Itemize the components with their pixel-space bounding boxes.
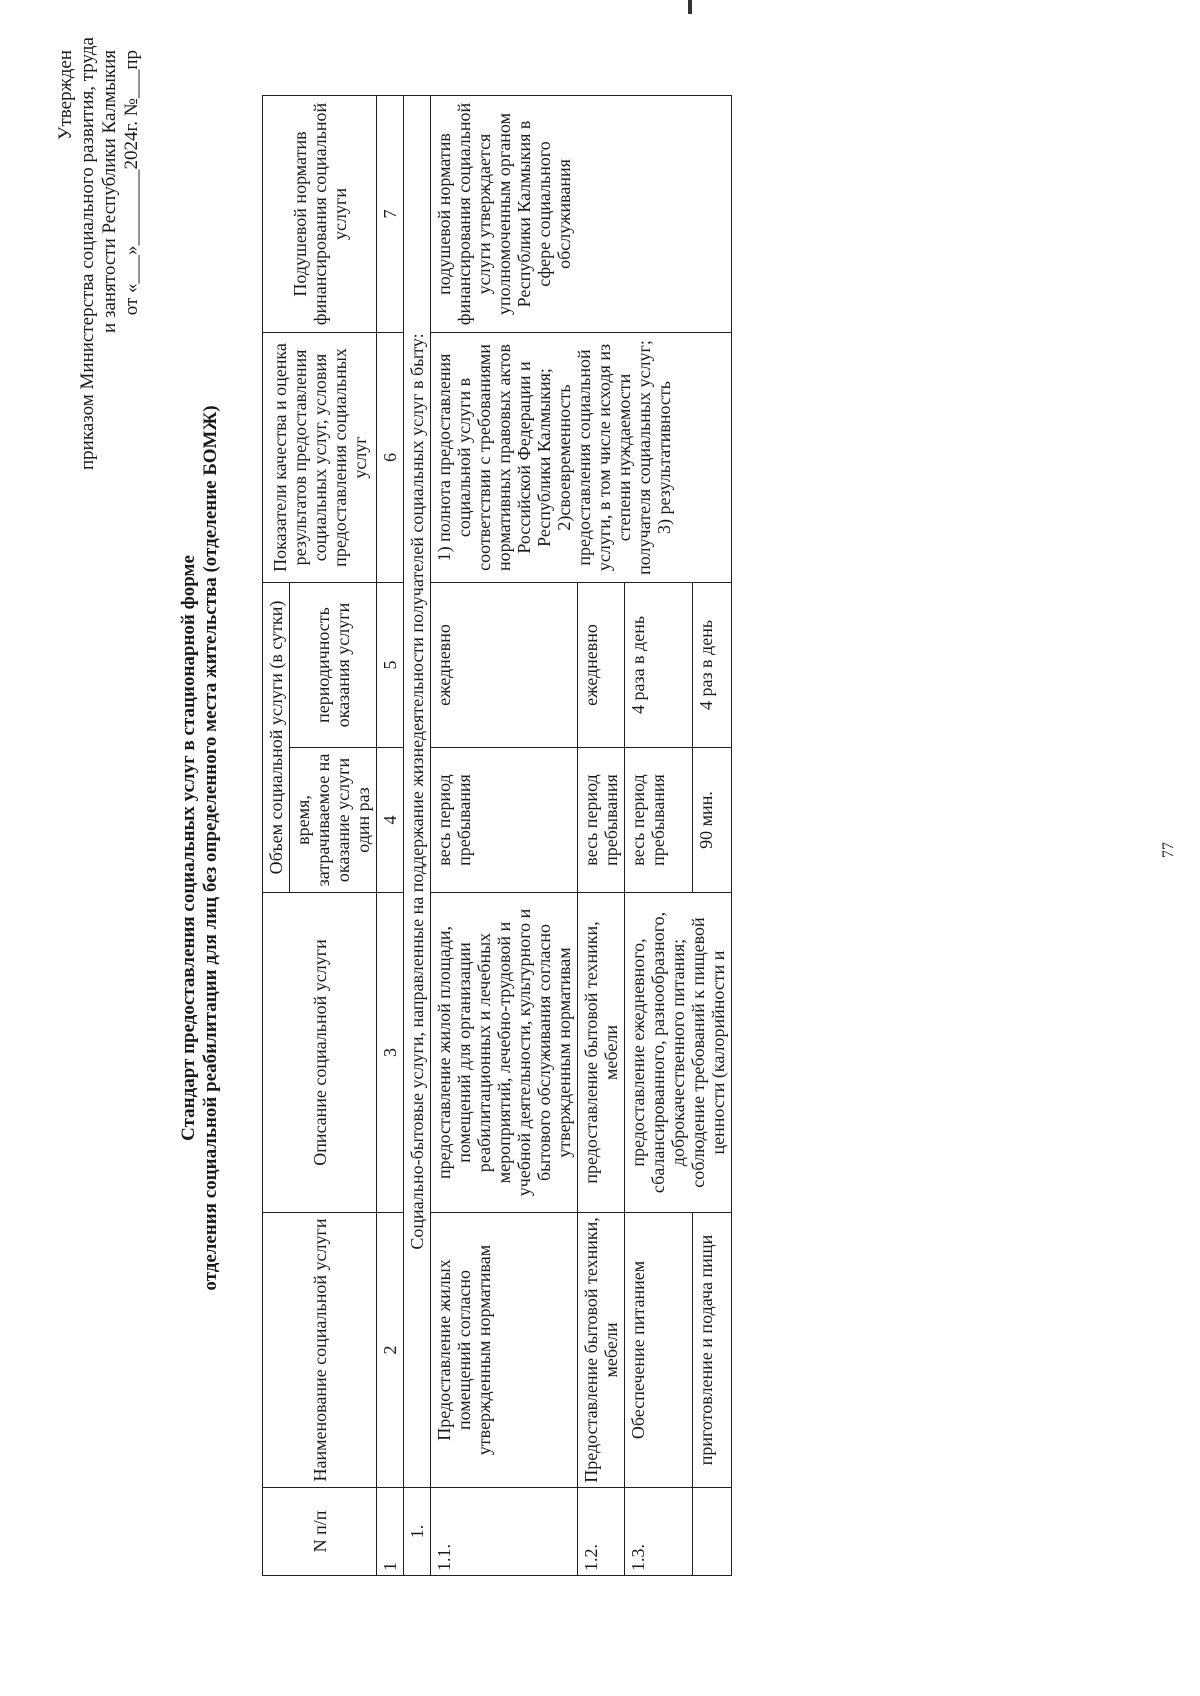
row-num (692, 1488, 731, 1576)
row-desc: предоставление жилой площади, помещений для организации реабилитационных и лечебных мероприятий, лечебно-трудовой и учебной деятельности, культурного и бытового обслуживания согласно утвержденным нормативам (431, 893, 578, 1213)
header-time: время, затрачиваемое на оказание услуги один раз (290, 748, 377, 893)
header-period: периодичность оказания услуги (290, 582, 377, 747)
header-quality: Показатели качества и оценка результатов предоставления социальных услуг, условия предоставления социальных услуг (263, 332, 377, 582)
row-period: 4 раз в день (692, 582, 731, 747)
approval-line-4: от «___»________2024г. №___пр (121, 50, 142, 316)
section-num: 1. (404, 1488, 431, 1576)
header-num: N п/п (263, 1488, 377, 1576)
row-quality: 1) полнота предоставления социальной услуги в соответствии с требованиями нормативных правовых актов Российской Федерации и Республики Калмыкия; 2)своевременность предоставления социальной услуги, в том числе исходя из степени нуждаемости получателя социальных услуг; 3) результативность (431, 332, 732, 582)
colnum-6: 6 (377, 332, 404, 582)
approval-line-1: Утвержден (55, 50, 76, 140)
row-desc: предоставление бытовой техники, мебели (578, 893, 625, 1213)
row-time: весь период пребывания (578, 748, 625, 893)
approval-line-3: и занятости Республики Калмыкия (99, 50, 120, 333)
row-name: Предоставление бытовой техники, мебели (578, 1213, 625, 1488)
row-period: ежедневно (431, 582, 578, 747)
colnum-7: 7 (377, 95, 404, 332)
row-name: Обеспечение питанием (625, 1213, 693, 1488)
header-desc: Описание социальной услуги (263, 893, 377, 1213)
colnum-1: 1 (377, 1488, 404, 1576)
colnum-4: 4 (377, 748, 404, 893)
row-name: Предоставление жилых помещений согласно утвержденным нормативам (431, 1213, 578, 1488)
section-title: Социально-бытовые услуги, направленные на поддержание жизнедеятельности получателей социальных услуг в быту: (404, 95, 431, 1487)
row-num: 1.1. (431, 1488, 578, 1576)
document-subtitle: отделения социальной реабилитации для лиц без определенного места жительства (отделение БОМЖ) (200, 405, 221, 1291)
header-volume: Объем социальной услуги (в сутки) (263, 582, 290, 892)
row-name: приготовление и подача пищи (692, 1213, 731, 1488)
row-num: 1.2. (578, 1488, 625, 1576)
scan-mark (688, 0, 692, 14)
row-time: весь период пребывания (625, 748, 693, 893)
section-row (404, 95, 431, 1575)
row-num: 1.3. (625, 1488, 693, 1576)
table-row (431, 95, 578, 1575)
row-period: ежедневно (578, 582, 625, 747)
row-period: 4 раза в день (625, 582, 693, 747)
approval-line-2: приказом Министерства социального развития, труда (77, 37, 98, 470)
row-time: весь период пребывания (431, 748, 578, 893)
header-row-1 (263, 95, 290, 1575)
services-standard-table (262, 95, 732, 1576)
header-norm: Подушевой норматив финансирования социальной услуги (263, 95, 377, 332)
column-number-row (377, 95, 404, 1575)
header-name: Наименование социальной услуги (263, 1213, 377, 1488)
colnum-2: 2 (377, 1213, 404, 1488)
approval-block (55, 37, 143, 470)
row-norm: подушевой норматив финансирования социальной услуги утверждается уполномоченным органом Республики Калмыкия в сфере социального обслуживания (431, 95, 732, 332)
colnum-5: 5 (377, 582, 404, 747)
colnum-3: 3 (377, 893, 404, 1213)
row-time: 90 мин. (692, 748, 731, 893)
row-desc: предоставление ежедневного, сбалансированного, разнообразного, доброкачественного питания; соблюдение требований к пищевой ценности (калорийности и (625, 893, 732, 1213)
document-title: Стандарт предоставления социальных услуг в стационарной форме (178, 555, 199, 1141)
page-number: 77 (1160, 842, 1177, 858)
